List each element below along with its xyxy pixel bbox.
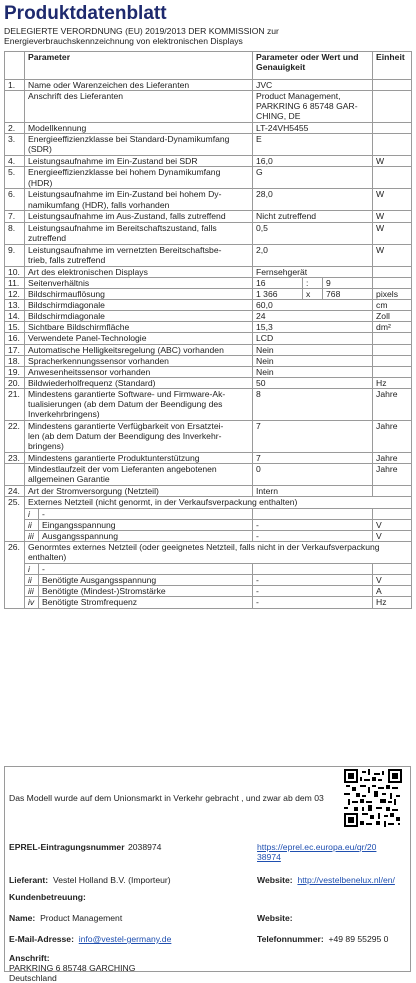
row-label: Energieeffizienzklasse bei Standard-Dynamikumfang (SDR): [25, 134, 253, 156]
row-number: 9.: [5, 244, 25, 266]
psu-sub-row: [5, 597, 412, 608]
row-number: 26.: [5, 541, 25, 608]
row-value: G: [253, 167, 373, 189]
row-value: Nein: [253, 355, 373, 366]
row-unit: W: [373, 222, 412, 244]
row-number: 11.: [5, 277, 25, 288]
row-value: 50: [253, 377, 373, 388]
sub-label: Benötigte (Mindest-)Stromstärke: [39, 586, 253, 597]
sub-index: iv: [25, 597, 39, 608]
row-label: Mindestens garantierte Produktunterstützung: [25, 453, 253, 464]
sub-label: Benötigte Ausgangsspannung: [39, 575, 253, 586]
spec-row: [5, 464, 412, 486]
row-unit: Jahre: [373, 389, 412, 421]
row-unit: dm²: [373, 322, 412, 333]
spec-row: [5, 486, 412, 497]
sub-unit: [373, 563, 412, 574]
row-label: Mindestens garantierte Software- und Firmware-Ak- tualisierungen (ab dem Datum der Beendigung des Inverkehrbringens): [25, 389, 253, 421]
sub-unit: Hz: [373, 597, 412, 608]
spec-table: [4, 51, 412, 609]
spec-row: [5, 222, 412, 244]
row-number: [5, 464, 25, 486]
supplier-website-link[interactable]: http://vestelbenelux.nl/en/: [297, 875, 395, 885]
psu-sub-row: [5, 563, 412, 574]
row-number: 5.: [5, 167, 25, 189]
spec-row: [5, 189, 412, 211]
row-unit: [373, 366, 412, 377]
value-part-1: 1 366: [253, 288, 303, 299]
row-number: 10.: [5, 266, 25, 277]
sub-index: iii: [25, 586, 39, 597]
row-number: 19.: [5, 366, 25, 377]
row-unit: [373, 355, 412, 366]
support-name: Name: Product Management: [9, 913, 123, 923]
eprel-number: 2038974: [128, 842, 162, 852]
psu-sub-row: [5, 530, 412, 541]
row-number: 7.: [5, 211, 25, 222]
value-part-1: 16: [253, 277, 303, 288]
row-unit: [373, 167, 412, 189]
row-label: Mindestens garantierte Verfügbarkeit von Ersatztei- len (ab dem Datum der Beendigung des Inverkehr- bringens): [25, 421, 253, 453]
psu-sub-row: [5, 586, 412, 597]
row-value: Intern: [253, 486, 373, 497]
sub-index: i: [25, 508, 39, 519]
row-label: Mindestlaufzeit der vom Lieferanten angebotenen allgemeinen Garantie: [25, 464, 253, 486]
row-value: 16,0: [253, 156, 373, 167]
sub-value: [253, 508, 373, 519]
psu-sub-row: [5, 508, 412, 519]
row-number: 22.: [5, 421, 25, 453]
sub-index: ii: [25, 519, 39, 530]
row-unit: cm: [373, 299, 412, 310]
row-number: 16.: [5, 333, 25, 344]
value-separator: x: [303, 288, 323, 299]
row-label: Spracherkennungssensor vorhanden: [25, 355, 253, 366]
spec-row: [5, 344, 412, 355]
sub-label: Ausgangsspannung: [39, 530, 253, 541]
row-unit: Zoll: [373, 311, 412, 322]
row-label: Seitenverhältnis: [25, 277, 253, 288]
row-unit: W: [373, 244, 412, 266]
sub-unit: V: [373, 575, 412, 586]
sub-value: -: [253, 575, 373, 586]
sub-label: -: [39, 563, 253, 574]
row-number: 18.: [5, 355, 25, 366]
sub-unit: V: [373, 530, 412, 541]
row-unit: [373, 277, 412, 288]
sub-unit: [373, 508, 412, 519]
spec-row: [5, 134, 412, 156]
sub-index: iii: [25, 530, 39, 541]
row-unit: Jahre: [373, 421, 412, 453]
row-unit: pixels: [373, 288, 412, 299]
row-number: 8.: [5, 222, 25, 244]
sub-unit: A: [373, 586, 412, 597]
psu-header-row: [5, 497, 412, 508]
psu-header-row: [5, 541, 412, 563]
row-value: 60,0: [253, 299, 373, 310]
market-date-text: Das Modell wurde auf dem Unionsmarkt in Verkehr gebracht , und zwar ab dem 03: [9, 793, 324, 803]
row-number: 12.: [5, 288, 25, 299]
sub-value: -: [253, 530, 373, 541]
row-label: Anwesenheitssensor vorhanden: [25, 366, 253, 377]
spec-row: [5, 266, 412, 277]
spec-row: [5, 80, 412, 91]
row-label: Automatische Helligkeitsregelung (ABC) vorhanden: [25, 344, 253, 355]
support-phone: Telefonnummer: +49 89 55295 0: [257, 934, 389, 944]
spec-row: [5, 299, 412, 310]
psu-label: Genormtes externes Netzteil (oder geeignetes Netzteil, falls nicht in der Verkaufsverpackung enthalten): [25, 541, 412, 563]
row-number: 25.: [5, 497, 25, 542]
row-number: 13.: [5, 299, 25, 310]
row-label: Leistungsaufnahme im Ein-Zustand bei hohem Dy- namikumfang (HDR), falls vorhanden: [25, 189, 253, 211]
row-value: 8: [253, 389, 373, 421]
row-label: Bildwiederholfrequenz (Standard): [25, 377, 253, 388]
spec-row: [5, 322, 412, 333]
supplier: Lieferant: Vestel Holland B.V. (Importeur): [9, 875, 171, 885]
value-part-2: 768: [323, 288, 373, 299]
psu-label: Externes Netzteil (nicht genormt, in der Verkaufsverpackung enthalten): [25, 497, 412, 508]
row-unit: W: [373, 156, 412, 167]
spec-row: [5, 123, 412, 134]
page-title: Produktdatenblatt: [4, 3, 167, 24]
spec-row: [5, 366, 412, 377]
row-unit: W: [373, 211, 412, 222]
value-separator: :: [303, 277, 323, 288]
table-header-row: [5, 52, 412, 80]
row-value: 24: [253, 311, 373, 322]
row-number: 3.: [5, 134, 25, 156]
row-unit: Jahre: [373, 464, 412, 486]
row-unit: [373, 486, 412, 497]
psu-sub-row: [5, 575, 412, 586]
row-value: LT-24VH5455: [253, 123, 373, 134]
row-label: Bildschirmdiagonale: [25, 299, 253, 310]
spec-row: [5, 211, 412, 222]
row-unit: [373, 333, 412, 344]
row-number: 21.: [5, 389, 25, 421]
header-parameter: Parameter: [25, 52, 253, 80]
spec-row: [5, 91, 412, 123]
row-number: 14.: [5, 311, 25, 322]
row-label: Name oder Warenzeichen des Lieferanten: [25, 80, 253, 91]
row-value: Nicht zutreffend: [253, 211, 373, 222]
sub-label: Eingangsspannung: [39, 519, 253, 530]
footer-info: [4, 766, 411, 983]
row-value: 7: [253, 453, 373, 464]
row-unit: [373, 344, 412, 355]
row-number: 1.: [5, 80, 25, 91]
spec-row: [5, 156, 412, 167]
row-unit: [373, 80, 412, 91]
sub-label: -: [39, 508, 253, 519]
regulation-subtitle: DELEGIERTE VERORDNUNG (EU) 2019/2013 DER KOMMISSION zur Energieverbrauchskennzeichnung von elektronischen Displays: [4, 26, 279, 46]
row-number: 15.: [5, 322, 25, 333]
row-label: Art des elektronischen Displays: [25, 266, 253, 277]
row-label: Leistungsaufnahme im Aus-Zustand, falls zutreffend: [25, 211, 253, 222]
sub-unit: V: [373, 519, 412, 530]
row-label: Art der Stromversorgung (Netzteil): [25, 486, 253, 497]
header-value: Parameter oder Wert und Genauigkeit: [253, 52, 373, 80]
sub-index: ii: [25, 575, 39, 586]
spec-row: [5, 389, 412, 421]
spec-row: [5, 421, 412, 453]
row-number: [5, 91, 25, 123]
row-unit: [373, 266, 412, 277]
row-label: Modellkennung: [25, 123, 253, 134]
row-label: Bildschirmdiagonale: [25, 311, 253, 322]
row-value: 28,0: [253, 189, 373, 211]
sub-value: -: [253, 597, 373, 608]
spec-row: [5, 355, 412, 366]
row-value: 0,5: [253, 222, 373, 244]
row-label: Sichtbare Bildschirmfläche: [25, 322, 253, 333]
row-value: JVC: [253, 80, 373, 91]
row-value: 0: [253, 464, 373, 486]
row-unit: Hz: [373, 377, 412, 388]
spec-row: [5, 277, 412, 288]
spec-row: [5, 377, 412, 388]
qr-code[interactable]: [344, 769, 402, 827]
spec-row: [5, 244, 412, 266]
sub-value: -: [253, 586, 373, 597]
row-unit: [373, 134, 412, 156]
row-label: Anschrift des Lieferanten: [25, 91, 253, 123]
row-value: 2,0: [253, 244, 373, 266]
customer-support-label: Kundenbetreuung:: [9, 892, 86, 902]
row-label: Energieeffizienzklasse bei hohem Dynamikumfang (HDR): [25, 167, 253, 189]
sub-value: -: [253, 519, 373, 530]
row-label: Bildschirmauflösung: [25, 288, 253, 299]
row-value: Nein: [253, 344, 373, 355]
row-value: Nein: [253, 366, 373, 377]
row-value: LCD: [253, 333, 373, 344]
row-number: 24.: [5, 486, 25, 497]
row-number: 20.: [5, 377, 25, 388]
row-value: 7: [253, 421, 373, 453]
row-value: Product Management, PARKRING 6 85748 GAR- CHING, DE: [253, 91, 373, 123]
support-email: E-Mail-Adresse: info@vestel-germany.de: [9, 934, 172, 944]
row-label: Leistungsaufnahme im vernetzten Bereitschaftsbe- trieb, falls zutreffend: [25, 244, 253, 266]
spec-row: [5, 453, 412, 464]
row-label: Verwendete Panel-Technologie: [25, 333, 253, 344]
spec-row: [5, 288, 412, 299]
row-number: 17.: [5, 344, 25, 355]
email-link[interactable]: info@vestel-germany.de: [78, 934, 172, 944]
supplier-website: Website: http://vestelbenelux.nl/en/: [257, 875, 395, 885]
row-unit: [373, 123, 412, 134]
row-unit: W: [373, 189, 412, 211]
row-number: 6.: [5, 189, 25, 211]
psu-sub-row: [5, 519, 412, 530]
support-address: Anschrift: PARKRING 6 85748 GARCHING Deutschland: [9, 953, 136, 983]
sub-index: i: [25, 563, 39, 574]
value-part-2: 9: [323, 277, 373, 288]
eprel-link[interactable]: https://eprel.ec.europa.eu/qr/20 38974: [257, 842, 377, 863]
row-label: Leistungsaufnahme im Bereitschaftszustand, falls zutreffend: [25, 222, 253, 244]
sub-label: Benötigte Stromfrequenz: [39, 597, 253, 608]
row-unit: [373, 91, 412, 123]
spec-row: [5, 333, 412, 344]
row-value: 15,3: [253, 322, 373, 333]
row-number: 4.: [5, 156, 25, 167]
row-value: Fernsehgerät: [253, 266, 373, 277]
spec-row: [5, 311, 412, 322]
row-value: E: [253, 134, 373, 156]
eprel-label: EPREL-Eintragungsnummer: [9, 842, 125, 852]
row-number: 2.: [5, 123, 25, 134]
row-number: 23.: [5, 453, 25, 464]
row-unit: Jahre: [373, 453, 412, 464]
row-label: Leistungsaufnahme im Ein-Zustand bei SDR: [25, 156, 253, 167]
sub-value: [253, 563, 373, 574]
header-unit: Einheit: [373, 52, 412, 80]
support-website-label: Website:: [257, 913, 293, 923]
spec-row: [5, 167, 412, 189]
